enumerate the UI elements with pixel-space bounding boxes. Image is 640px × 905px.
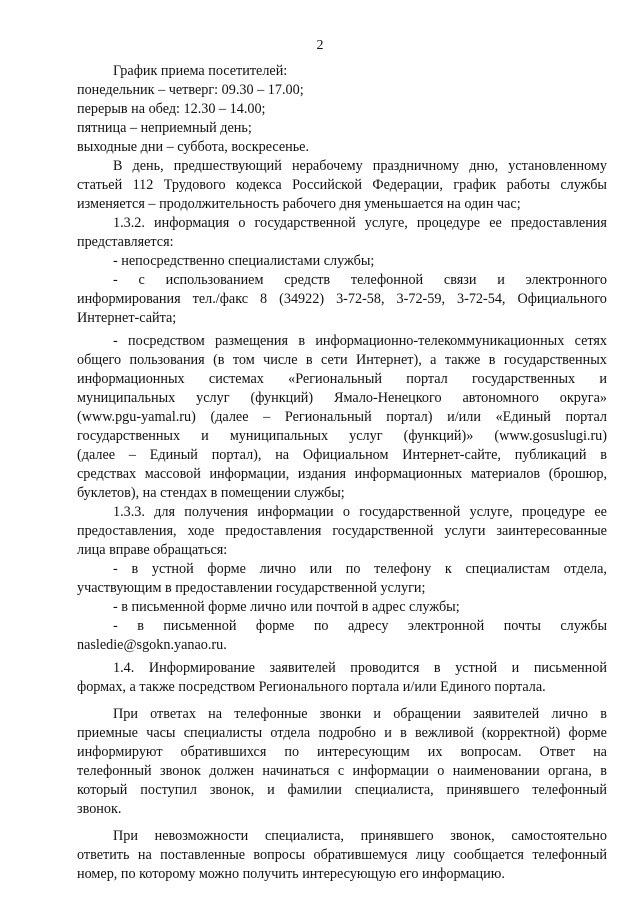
word: интересующим (317, 744, 410, 760)
word: также (444, 352, 481, 368)
word: тел./факс (192, 291, 249, 307)
word: заявителей (473, 706, 540, 722)
word: - (113, 561, 118, 577)
word: – (263, 409, 271, 425)
word: государственной (254, 215, 356, 231)
word: и (384, 725, 392, 741)
word: (www.pgu-yamal.ru) (77, 409, 196, 425)
word: праздничному (372, 158, 460, 174)
word: Региональный (284, 409, 372, 425)
word: Официального (517, 291, 607, 307)
word: письменной (533, 660, 607, 676)
word: заявителей (269, 660, 336, 676)
word: государственных (503, 352, 607, 368)
paragraph-p-impossible (77, 827, 607, 884)
text-line: понедельник – четверг: 09.30 – 17.00; (77, 82, 304, 98)
word: «Региональный (288, 371, 383, 387)
word: часы (146, 725, 176, 741)
text-line: участвующим в предоставлении государственной услуги; (77, 580, 426, 596)
word: почты (503, 618, 541, 634)
text-line: звонок. (77, 801, 122, 817)
word: телефону (374, 561, 432, 577)
text-line (77, 762, 607, 781)
word: издания (297, 466, 347, 482)
text-line: лица вправе обращаться: (77, 542, 228, 558)
word: услуг (196, 390, 230, 406)
word: в (137, 618, 144, 634)
text-line (77, 781, 607, 800)
paragraph-p-1-4 (77, 659, 607, 697)
word: материалов (470, 466, 541, 482)
text-line: буклетов), на стендах в помещении службы; (77, 485, 345, 501)
word: общего (77, 352, 122, 368)
word: вопросы (253, 847, 306, 863)
text-line (77, 370, 607, 389)
word: электронного (525, 272, 607, 288)
word: устной (151, 561, 194, 577)
word: и (511, 660, 520, 676)
word: предоставления (510, 215, 607, 231)
word: в (400, 725, 407, 741)
text-line: - непосредственно специалистами службы; (113, 253, 375, 269)
paragraph-li-oral (77, 560, 607, 598)
word: сети (321, 352, 348, 368)
word: на (593, 744, 607, 760)
word: 1.3.2. (113, 215, 145, 231)
page-number: 2 (316, 38, 324, 53)
word: Интернет), (355, 352, 422, 368)
word: услуге, (469, 504, 513, 520)
word: телефонный (532, 782, 607, 798)
text-line: номер, по которому можно получить интересующую его информацию. (77, 866, 505, 882)
paragraph-p-1-3-2 (77, 214, 607, 252)
word: публикаций (514, 447, 587, 463)
word: самостоятельно (511, 828, 607, 844)
word: 8 (260, 291, 268, 307)
word: о (238, 215, 246, 231)
word: день, (132, 158, 164, 174)
word: с (138, 272, 145, 288)
word: - (113, 618, 118, 634)
word: При (113, 706, 138, 722)
word: информационных (77, 371, 185, 387)
word: информационно-телекоммуникационных (315, 333, 565, 349)
word: автономного (462, 390, 539, 406)
word: информации (352, 763, 429, 779)
word: по (284, 744, 300, 760)
word: числе (263, 352, 298, 368)
text-line: - в письменной форме лично или почтой в адрес службы; (113, 599, 460, 615)
word: лицу (415, 847, 446, 863)
word: 1.3.3. (113, 504, 145, 520)
word: в (305, 352, 313, 368)
text-line: Интернет-сайта; (77, 310, 177, 326)
word: ее (594, 504, 607, 520)
text-line: nasledie@sgokn.yanao.ru. (77, 637, 227, 653)
word: Ямало-Ненецкого (334, 390, 442, 406)
word: поставленные (160, 847, 246, 863)
word: информирования (77, 291, 181, 307)
word: электронной (407, 618, 485, 634)
word: муниципальных (77, 390, 176, 406)
word: лично (551, 706, 588, 722)
text-line (77, 522, 607, 541)
word: информации (257, 504, 334, 520)
word: на (208, 706, 223, 722)
text-line (77, 705, 607, 724)
word: должен (209, 763, 255, 779)
word: наименовании (452, 763, 540, 779)
word: ответах (150, 706, 196, 722)
word: службы (560, 177, 607, 193)
paragraph-pre-holiday (77, 157, 607, 214)
word: в (488, 352, 496, 368)
text-line (77, 446, 607, 465)
word: 3-72-59, (396, 291, 445, 307)
word: массовой (144, 466, 201, 482)
word: к (444, 561, 452, 577)
word: Российской (292, 177, 362, 193)
text-line (77, 659, 607, 678)
word: нерабочему (291, 158, 363, 174)
word: установленному (508, 158, 607, 174)
word: в (600, 763, 607, 779)
text-line (77, 724, 607, 743)
word: посредством (128, 333, 205, 349)
text-line (77, 617, 607, 636)
word: с (337, 763, 345, 779)
word: по (313, 618, 329, 634)
word: (корректной) (481, 725, 561, 741)
word: и (497, 272, 505, 288)
word: Информирование (148, 660, 255, 676)
paragraph-li-email (77, 617, 607, 655)
text-line (77, 332, 607, 351)
word: предоставления (225, 523, 322, 539)
word: размещения (215, 333, 289, 349)
word: - (113, 272, 118, 288)
word: специалистам (465, 561, 550, 577)
word: портал (565, 409, 607, 425)
text-line: График приема посетителей: (113, 63, 288, 79)
word: и (599, 371, 607, 387)
word: отдела (270, 725, 311, 741)
word: и/или (447, 409, 481, 425)
word: службы (560, 618, 607, 634)
text-line (77, 157, 607, 176)
paragraph-p-1-3-3 (77, 503, 607, 560)
word: в (131, 561, 139, 577)
word: сообщается (453, 847, 524, 863)
word: форме (568, 725, 607, 741)
word: принявшего (360, 828, 434, 844)
word: в (298, 333, 306, 349)
word: процедуре (521, 504, 586, 520)
word: телефонный (532, 847, 607, 863)
word: статьей (77, 177, 123, 193)
word: адресу (347, 618, 389, 634)
word: информируют (77, 744, 163, 760)
word: и (201, 428, 209, 444)
word: информационных (354, 466, 463, 482)
word: их (427, 744, 443, 760)
text-line: формах, а также посредством Регионального портала и/или Единого портала. (77, 679, 546, 695)
text-line (77, 503, 607, 522)
word: сетях (574, 333, 607, 349)
word: на (137, 847, 152, 863)
text-line (77, 827, 607, 846)
text-line (77, 290, 607, 309)
word: (функций) (250, 390, 314, 406)
word: средств (284, 272, 331, 288)
word: звонки (319, 706, 362, 722)
word: специалиста, (354, 782, 434, 798)
word: работы (506, 177, 550, 193)
word: (брошюр, (548, 466, 607, 482)
word: устной (455, 660, 498, 676)
word: обратившихся (180, 744, 267, 760)
word: (функций)» (403, 428, 474, 444)
word: подробно (318, 725, 377, 741)
text-line (77, 408, 607, 427)
word: специалиста, (264, 828, 344, 844)
word: Трудового (163, 177, 226, 193)
word: обратившемуся (313, 847, 408, 863)
word: 112 (132, 177, 154, 193)
word: 1.4. (113, 660, 135, 676)
word: услуг (349, 428, 383, 444)
word: и (373, 706, 381, 722)
paragraph-li-networks (77, 332, 607, 503)
word: обращении (393, 706, 461, 722)
word: государственных (77, 428, 181, 444)
word: (далее (210, 409, 249, 425)
word: проводится (350, 660, 420, 676)
word: фамилии (287, 782, 342, 798)
word: (34922) (279, 291, 325, 307)
word: Федерации, (372, 177, 443, 193)
paragraph-li-specialists (77, 252, 607, 271)
word: телефонные (234, 706, 308, 722)
paragraph-p-answers (77, 705, 607, 819)
word: телефонный (77, 763, 152, 779)
word: лично (259, 561, 297, 577)
word: В (113, 158, 123, 174)
word: предшествующий (173, 158, 282, 174)
word: средствах (77, 466, 137, 482)
word: (в (213, 352, 225, 368)
word: системах (208, 371, 264, 387)
word: - (113, 333, 118, 349)
word: ходе (187, 523, 215, 539)
word: приемные (77, 725, 138, 741)
word: – (128, 447, 136, 463)
word: государственной (332, 523, 434, 539)
word: звонок, (450, 828, 495, 844)
word: 3-72-58, (336, 291, 385, 307)
text-line (77, 465, 607, 484)
word: невозможности (154, 828, 249, 844)
word: портал) (386, 409, 433, 425)
word: При (113, 828, 138, 844)
word: звонок (160, 763, 201, 779)
word: «Единый (495, 409, 551, 425)
word: а (430, 352, 437, 368)
word: принявшего (446, 782, 520, 798)
word: (www.gosuslugi.ru) (494, 428, 607, 444)
word: услуге, (364, 215, 408, 231)
word: звонок, (209, 782, 255, 798)
word: информации, (209, 466, 290, 482)
text-line: пятница – неприемный день; (77, 120, 252, 136)
text-line (77, 743, 607, 762)
text-line (77, 176, 607, 195)
word: дню, (469, 158, 499, 174)
word: о (437, 763, 445, 779)
word: отдела, (563, 561, 607, 577)
word: ее (489, 215, 502, 231)
word: Ответ (539, 744, 576, 760)
word: в (433, 660, 441, 676)
word: о (342, 504, 350, 520)
word: том (232, 352, 255, 368)
text-line (77, 271, 607, 290)
word: форме (207, 561, 246, 577)
word: органа, (548, 763, 592, 779)
word: вежливой (414, 725, 474, 741)
word: (далее (77, 447, 116, 463)
word: использованием (165, 272, 264, 288)
text-line: выходные дни – суббота, воскресенье. (77, 139, 310, 155)
word: в (600, 447, 607, 463)
word: в (600, 706, 607, 722)
word: и (267, 782, 275, 798)
word: письменной (163, 618, 237, 634)
word: процедуре (416, 215, 481, 231)
word: Единый (149, 447, 198, 463)
word: график (453, 177, 497, 193)
word: муниципальных (229, 428, 329, 444)
word: 3-72-54, (457, 291, 506, 307)
text-line (77, 389, 607, 408)
word: предоставления, (77, 523, 177, 539)
word: Интернет-сайте, (402, 447, 501, 463)
word: телефонной (350, 272, 424, 288)
text-line (77, 560, 607, 579)
word: заинтересованные (496, 523, 607, 539)
word: Официальном (302, 447, 389, 463)
word: округа» (559, 390, 607, 406)
word: ответить (77, 847, 130, 863)
word: получения (184, 504, 249, 520)
word: связи (443, 272, 477, 288)
text-line (77, 846, 607, 865)
text-line: изменяется – продолжительность рабочего дня уменьшается на один час; (77, 196, 521, 212)
word: государственной (359, 504, 461, 520)
word: на (275, 447, 290, 463)
paragraph-schedule (77, 62, 607, 157)
paragraph-li-phone (77, 271, 607, 328)
paragraph-li-written (77, 598, 607, 617)
word: начинаться (262, 763, 330, 779)
text-line (77, 427, 607, 446)
word: пользования (129, 352, 205, 368)
text-line: представляется: (77, 234, 174, 250)
word: специалисты (183, 725, 263, 741)
text-line (77, 214, 607, 233)
word: для (154, 504, 175, 520)
word: информация (154, 215, 230, 231)
word: или (309, 561, 333, 577)
word: который (77, 782, 128, 798)
word: поступил (140, 782, 197, 798)
word: портал), (211, 447, 262, 463)
text-line: перерыв на обед: 12.30 – 14.00; (77, 101, 266, 117)
word: кодекса (235, 177, 282, 193)
word: услуги (444, 523, 486, 539)
text-line (77, 351, 607, 370)
word: форме (255, 618, 295, 634)
word: вопросам. (460, 744, 522, 760)
word: портал (406, 371, 448, 387)
word: по (345, 561, 361, 577)
document-body (77, 62, 607, 884)
word: государственных (472, 371, 576, 387)
